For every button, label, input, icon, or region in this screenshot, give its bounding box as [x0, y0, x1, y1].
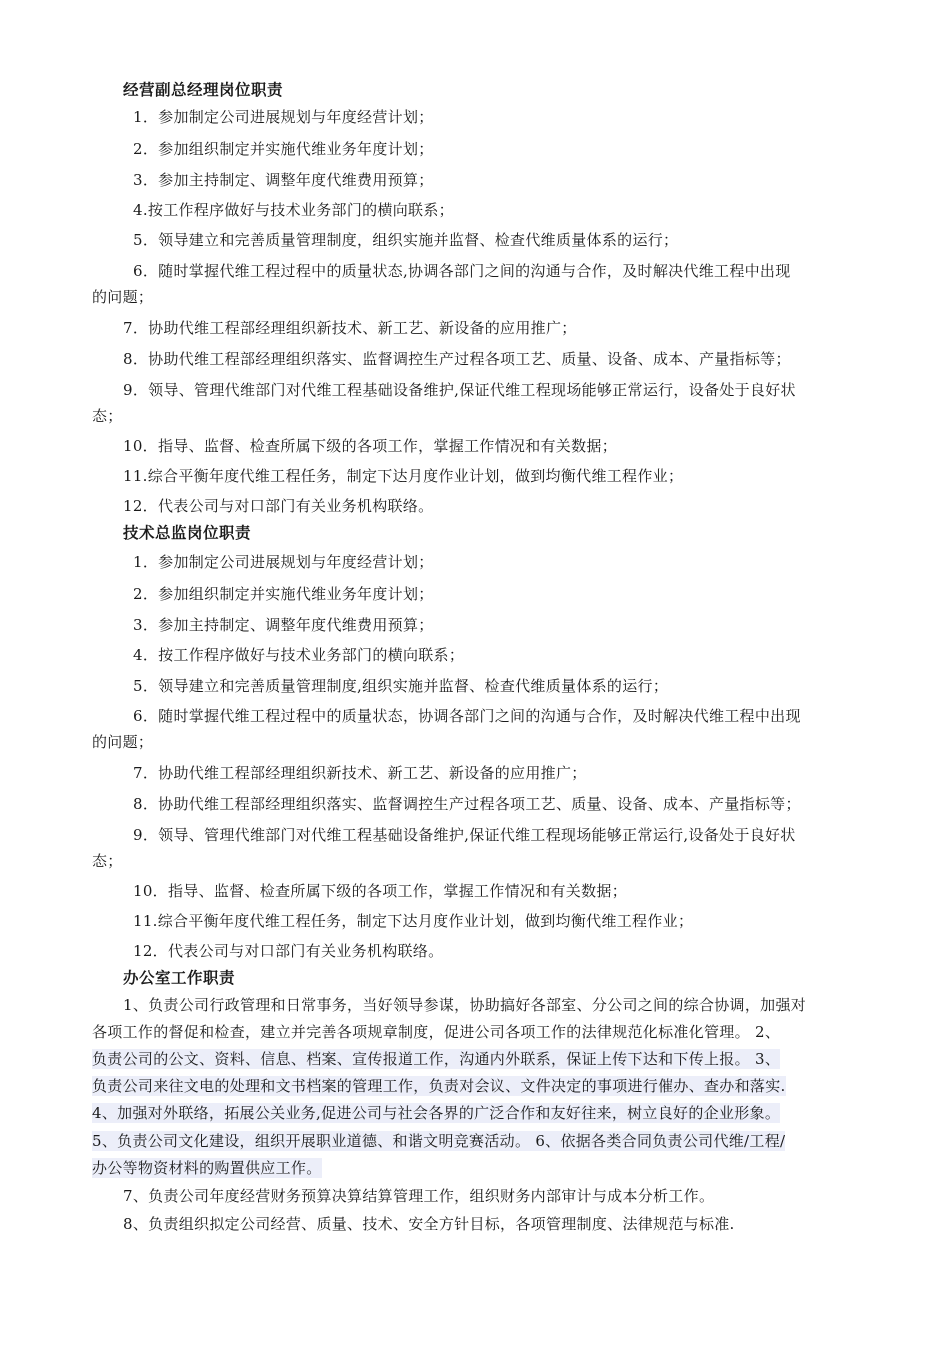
section-title-technical-director: 技术总监岗位职责	[123, 524, 252, 542]
duty-line: 9．领导、管理代维部门对代维工程基础设备维护,保证代维工程现场能够正常运行,设备处于良好状	[133, 826, 796, 844]
duty-line: 12．代表公司与对口部门有关业务机构联络。	[123, 497, 434, 515]
duty-line: 1．参加制定公司进展规划与年度经营计划；	[133, 553, 434, 571]
duty-line-continued: 的问题；	[92, 733, 154, 751]
section-title-business-vp: 经营副总经理岗位职责	[123, 81, 284, 99]
duty-line-continued: 的问题；	[92, 288, 154, 306]
duty-line: 7．协助代维工程部经理组织新技术、新工艺、新设备的应用推广；	[133, 764, 587, 782]
duty-line: 2．参加组织制定并实施代维业务年度计划；	[133, 585, 434, 603]
duty-line: 8、负责组织拟定公司经营、质量、技术、安全方针目标，各项管理制度、法律规范与标准.	[123, 1215, 735, 1233]
duty-line: 12．代表公司与对口部门有关业务机构联络。	[133, 942, 444, 960]
duty-line: 9．领导、管理代维部门对代维工程基础设备维护,保证代维工程现场能够正常运行，设备处于良好状	[123, 381, 796, 399]
duty-line: 1、负责公司行政管理和日常事务，当好领导参谋，协助搞好各部室、分公司之间的综合协调，加强对	[123, 996, 807, 1014]
duty-line: 5．领导建立和完善质量管理制度,组织实施并监督、检查代维质量体系的运行；	[133, 677, 669, 695]
duty-line: 10．指导、监督、检查所属下级的各项工作，掌握工作情况和有关数据；	[133, 882, 627, 900]
duty-line-highlighted: 负责公司的公文、资料、信息、档案、宣传报道工作，沟通内外联系，保证上传下达和下传上报。 3、	[92, 1050, 781, 1068]
duty-line: 6．随时掌握代维工程过程中的质量状态,协调各部门之间的沟通与合作，及时解决代维工程中出现	[133, 262, 791, 280]
duty-line-continued: 态；	[92, 407, 123, 425]
duty-line: 各项工作的督促和检查，建立并完善各项规章制度，促进公司各项工作的法律规范化标准化管理。 2、	[92, 1023, 781, 1041]
duty-line: 11.综合平衡年度代维工程任务，制定下达月度作业计划，做到均衡代维工程作业；	[123, 467, 684, 485]
duty-line: 10．指导、监督、检查所属下级的各项工作，掌握工作情况和有关数据；	[123, 437, 617, 455]
duty-line: 11.综合平衡年度代维工程任务，制定下达月度作业计划，做到均衡代维工程作业；	[133, 912, 694, 930]
duty-line: 4.按工作程序做好与技术业务部门的横向联系；	[133, 201, 454, 219]
duty-line-highlighted: 办公等物资材料的购置供应工作。	[92, 1159, 322, 1177]
duty-line: 1．参加制定公司进展规划与年度经营计划；	[133, 108, 434, 126]
duty-line: 8．协助代维工程部经理组织落实、监督调控生产过程各项工艺、质量、设备、成本、产量指标等；	[123, 350, 791, 368]
duty-line: 3．参加主持制定、调整年度代维费用预算；	[133, 616, 434, 634]
duty-line-highlighted: 4、加强对外联络，拓展公关业务,促进公司与社会各界的广泛合作和友好往来，树立良好的企业形象。	[92, 1104, 781, 1122]
duty-line-highlighted: 负责公司来往文电的处理和文书档案的管理工作，负责对会议、文件决定的事项进行催办、查办和落实.	[92, 1077, 786, 1095]
section-title-office: 办公室工作职责	[123, 969, 236, 987]
duty-line: 8．协助代维工程部经理组织落实、监督调控生产过程各项工艺、质量、设备、成本、产量指标等；	[133, 795, 801, 813]
duty-line-continued: 态；	[92, 852, 123, 870]
duty-line: 7．协助代维工程部经理组织新技术、新工艺、新设备的应用推广；	[123, 319, 577, 337]
duty-line: 5．领导建立和完善质量管理制度，组织实施并监督、检查代维质量体系的运行；	[133, 231, 679, 249]
duty-line: 4．按工作程序做好与技术业务部门的横向联系；	[133, 646, 465, 664]
duty-line: 6．随时掌握代维工程过程中的质量状态，协调各部门之间的沟通与合作，及时解决代维工程中出现	[133, 707, 801, 725]
duty-line: 2．参加组织制定并实施代维业务年度计划；	[133, 140, 434, 158]
duty-line: 7、负责公司年度经营财务预算决算结算管理工作，组织财务内部审计与成本分析工作。	[123, 1187, 715, 1205]
duty-line: 3．参加主持制定、调整年度代维费用预算；	[133, 171, 434, 189]
duty-line-highlighted: 5、负责公司文化建设，组织开展职业道德、和谐文明竞赛活动。 6、依据各类合同负责公司代维/工程/	[92, 1132, 786, 1150]
